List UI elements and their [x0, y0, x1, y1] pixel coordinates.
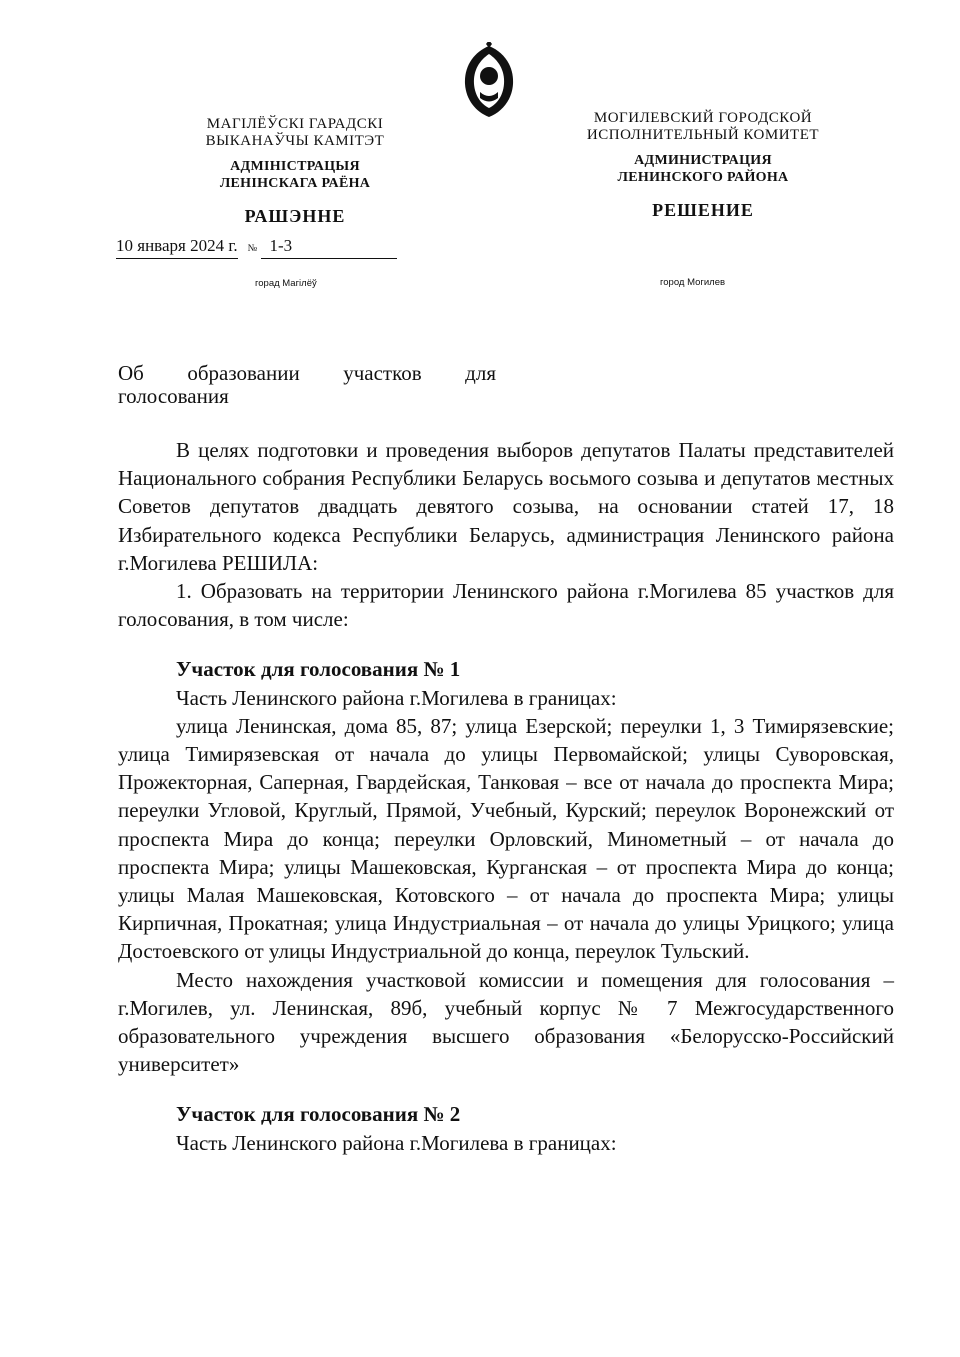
- dept-name-line1: АДМИНИСТРАЦИЯ: [634, 153, 772, 168]
- section-2-title: Участок для голосования № 2: [176, 1102, 461, 1127]
- section-1-intro: Часть Ленинского района г.Могилева в границах:: [176, 685, 617, 710]
- section-1-title: Участок для голосования № 1: [176, 657, 461, 682]
- city-label-russian: город Могилев: [660, 277, 726, 288]
- header-left-belarusian: [140, 116, 450, 227]
- decision-date: 10 января 2024 г.: [116, 236, 238, 259]
- dept-name-line2: ЛЕНИНСКОГО РАЙОНА: [617, 170, 789, 185]
- preamble-paragraph: В целях подготовки и проведения выборов депутатов Палаты представителей Национального собрания Республики Беларусь восьмого созыва и депутатов местных Советов депутатов двадцать девятого созыва, на основании статей 17, 18 Избирательного кодекса Республики Беларусь, администрация Ленинского района г.Могилева РЕШИЛА:: [118, 438, 894, 575]
- subject-line1: Об образовании участков для: [118, 361, 496, 385]
- org-name-line2: ВЫКАНАЎЧЫ КАМІТЭТ: [205, 133, 385, 149]
- org-name-line2: ИСПОЛНИТЕЛЬНЫЙ КОМИТЕТ: [586, 127, 820, 143]
- doc-type-label: РАШЭННЕ: [244, 206, 346, 226]
- dept-name-line2: ЛЕНІНСКАГА РАЁНА: [219, 176, 371, 191]
- document-subject: [118, 362, 496, 408]
- doc-type-label: РЕШЕНИЕ: [652, 200, 754, 220]
- document-body: [118, 436, 894, 1157]
- dept-name-line1: АДМІНІСТРАЦЫЯ: [230, 159, 360, 174]
- subject-line2: голосования: [118, 384, 229, 408]
- decision-date-number: [116, 236, 446, 259]
- city-label-belarusian: горад Магілёў: [255, 278, 317, 289]
- clause-1-paragraph: 1. Образовать на территории Ленинского района г.Могилева 85 участков для голосования, в том числе:: [118, 579, 894, 632]
- section-2-intro: Часть Ленинского района г.Могилева в границах:: [176, 1130, 617, 1155]
- org-name-line1: МОГИЛЕВСКИЙ ГОРОДСКОЙ: [593, 110, 813, 126]
- org-name-line1: МАГІЛЁЎСКІ ГАРАДСКІ: [206, 116, 384, 132]
- section-1-boundaries: улица Ленинская, дома 85, 87; улица Езерской; переулки 1, 3 Тимирязевские; улица Тимирязевская от начала до улицы Первомайской; улицы Суворовская, Прожекторная, Саперная, Гвардейская, Танковая – все от начала до проспекта Мира; переулки Угловой, Круглый, Прямой, Учебный, Курский; переулок Воронежский от проспекта Мира до конца; переулки Орловский, Минометный – от начала до проспекта Мира; улицы Машековская, Курганская – от проспекта Мира до конца; улицы Малая Машековская, Котовского – от начала до проспекта Мира; улицы Кирпичная, Прокатная; улица Индустриальная – от начала до улицы Урицкого; улица Достоевского от улицы Индустриальной до конца, переулок Тульский.: [118, 713, 894, 964]
- section-1-location: Место нахождения участковой комиссии и помещения для голосования – г.Могилев, ул. Ленинская, 89б, учебный корпус № 7 Межгосударственного образовательного учреждения высшего образования «Белорусско-Российский университет»: [118, 967, 894, 1077]
- header-right-russian: [548, 110, 858, 221]
- state-emblem-icon: [460, 42, 518, 120]
- decision-number: 1-3: [261, 236, 397, 259]
- number-label: №: [247, 243, 258, 254]
